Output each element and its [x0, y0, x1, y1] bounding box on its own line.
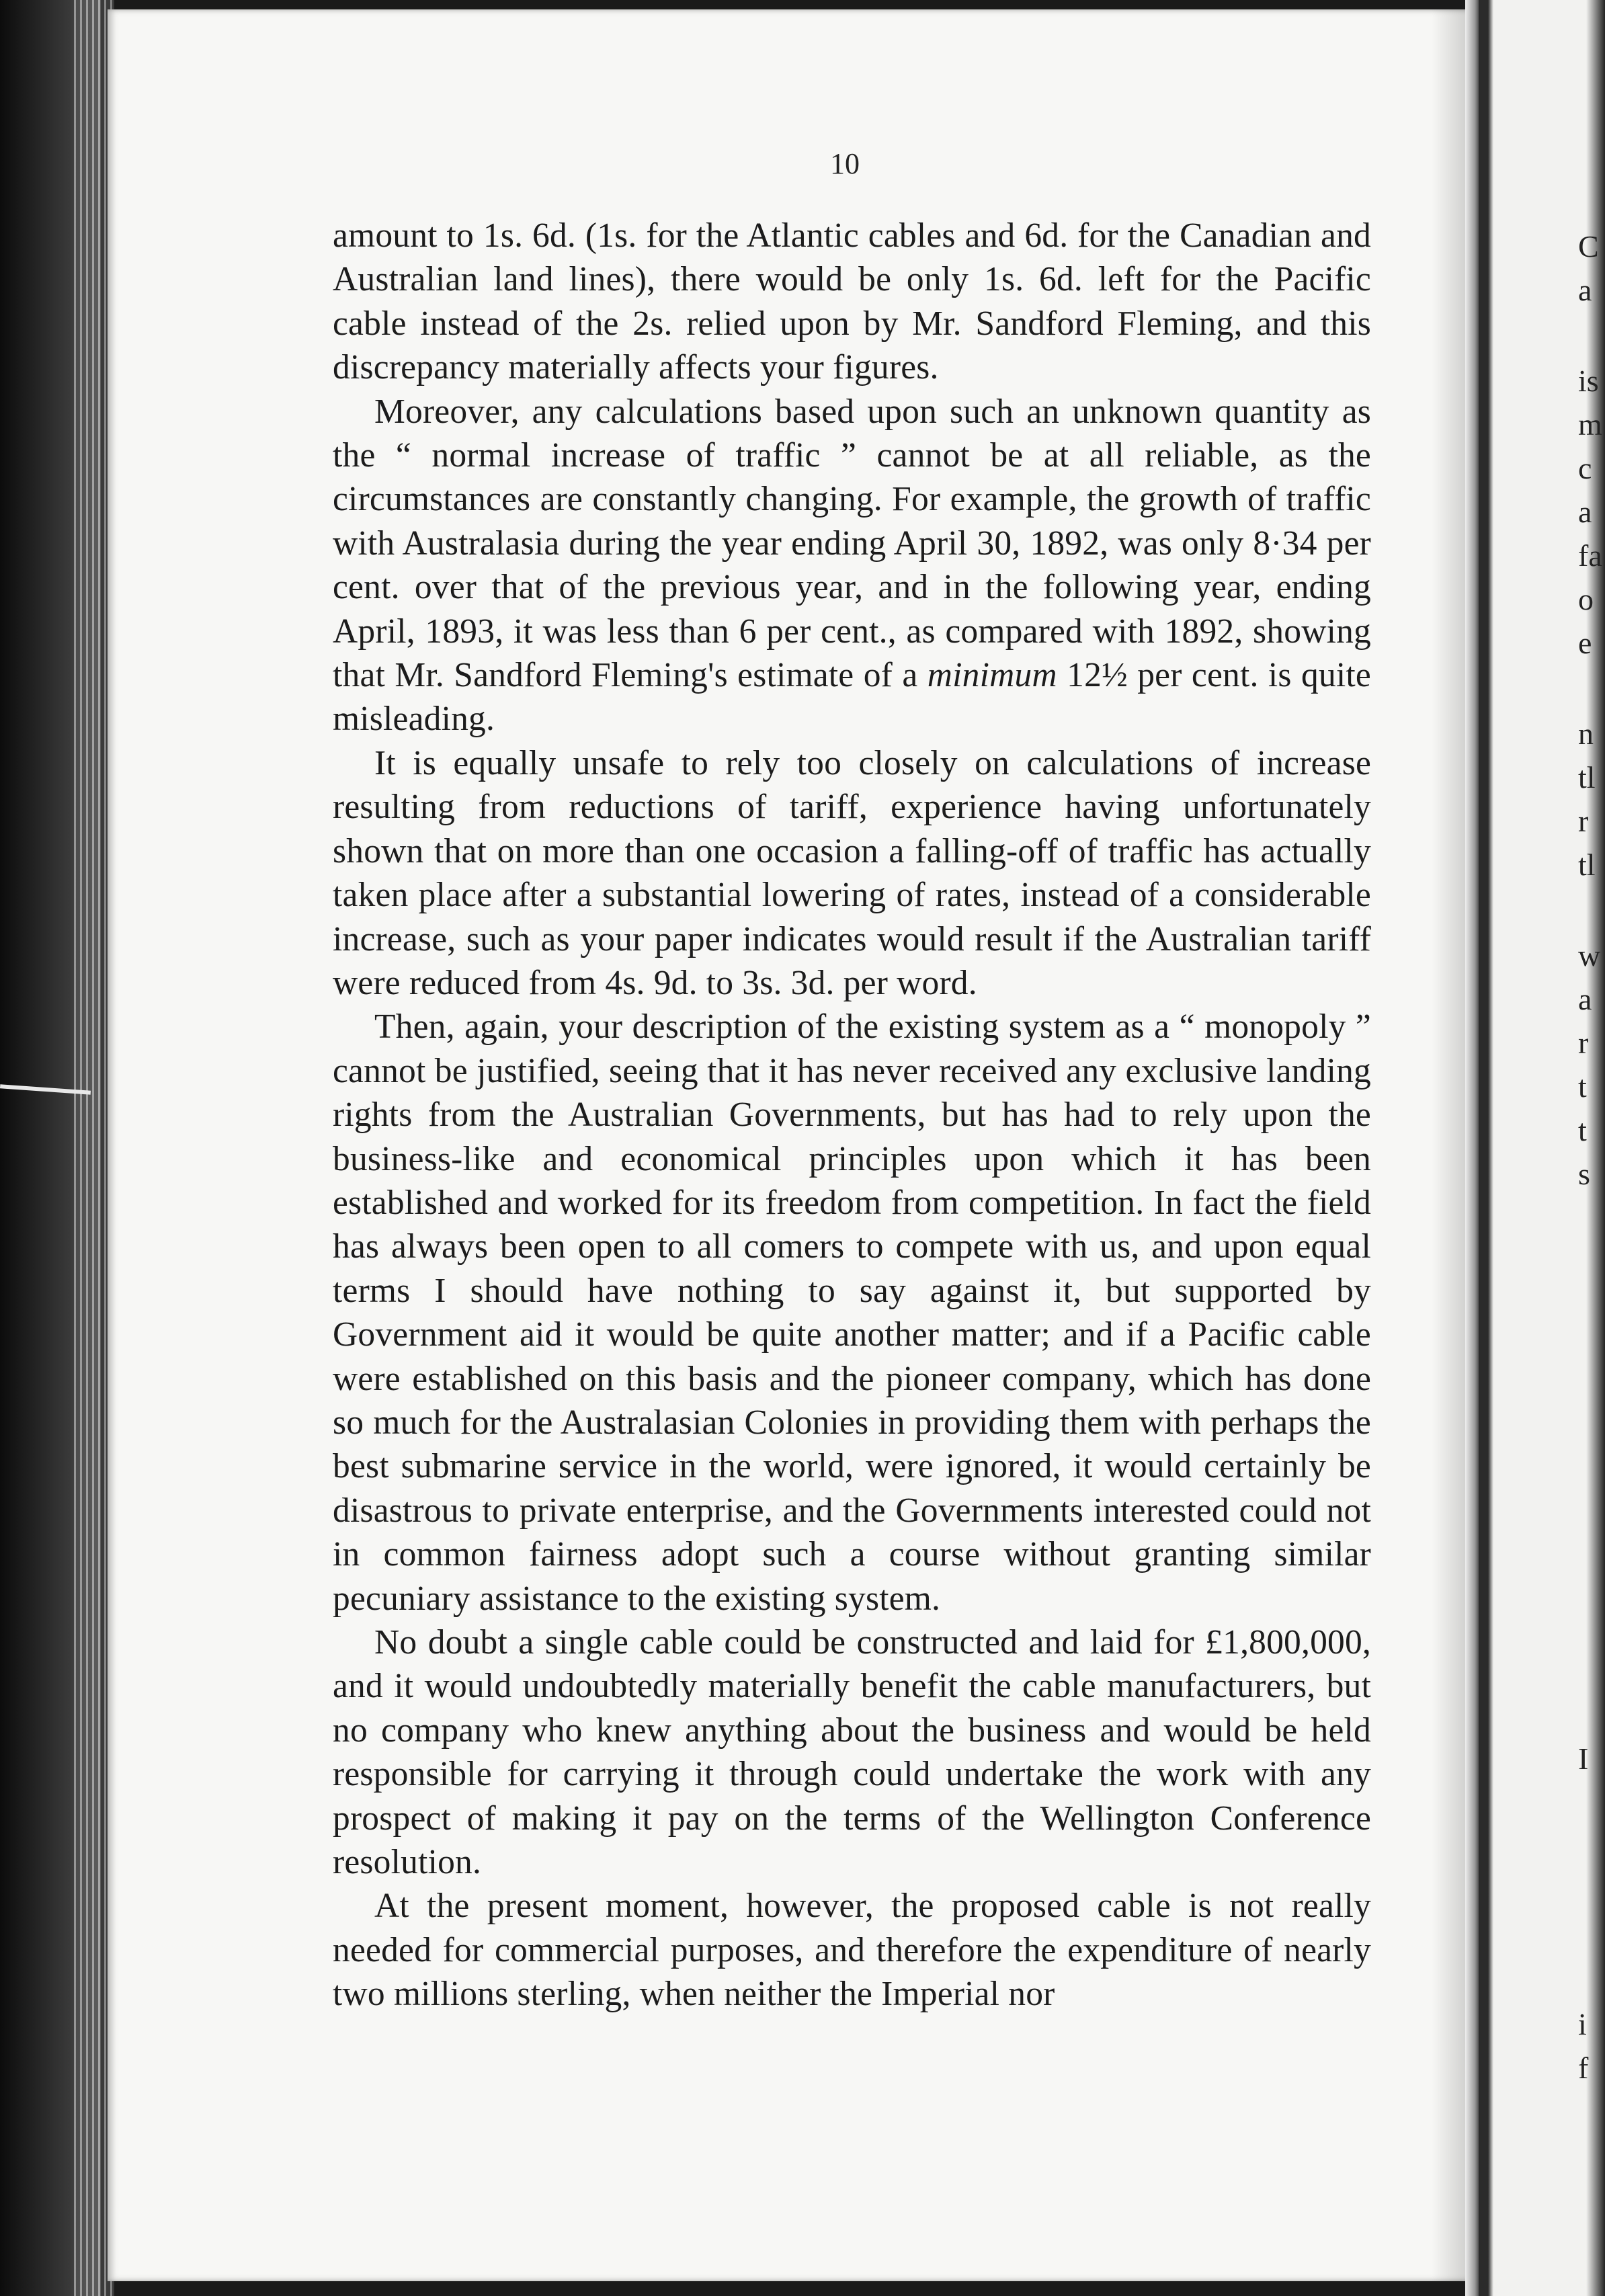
page-body — [333, 214, 1371, 2016]
paragraph-2-italic: minimum — [927, 656, 1057, 695]
right-page-fragment: t — [1578, 1113, 1587, 1147]
right-page-fragment: c — [1578, 451, 1592, 485]
right-page-fragment: w — [1578, 938, 1601, 973]
paragraph-4: Then, again, your description of the existing system as a “ monopoly ” cannot be justified, seeing that it has never received any exclusive landing rights from the Australian Governments, but has had to rely upon the business-like and economical principles upon which it has been established and worked for its freedom from competition. In fact the field has always been open to all comers to compete with us, and upon equal terms I should have nothing to say against it, but supported by Government aid it would be quite another matter; and if a Pacific cable were established on this basis and the pioneer company, which has done so much for the Australasian Colonies in providing them with perhaps the best submarine service in the world, were ignored, it would certainly be disastrous to private enterprise, and the Governments interested could not in common fairness adopt such a course without granting similar pecuniary assistance to the existing system. — [333, 1008, 1371, 1618]
right-page-fragment: r — [1578, 804, 1589, 838]
paragraph-1: amount to 1s. 6d. (1s. for the Atlantic cables and 6d. for the Canadian and Australian land lines), there would be only 1s. 6d. left for the Pacific cable instead of the 2s. relied upon by Mr. Sandford Fleming, and this discrepancy materially affects your figures. — [333, 216, 1371, 387]
right-page-fragment: s — [1578, 1157, 1590, 1191]
right-page-fragment: a — [1578, 982, 1592, 1016]
paragraph-3: It is equally unsafe to rely too closely on calculations of increase resulting from reductions of tariff, experience having unfortunately shown that on more than one occasion a falling-off of traffic has actually taken place after a substantial lowering of rates, instead of a considerable increase, such as your paper indicates would result if the Australian tariff were reduced from 4s. 9d. to 3s. 3d. per word. — [333, 743, 1371, 1002]
right-page-fragment: o — [1578, 582, 1594, 616]
paragraph-2 — [333, 390, 1371, 741]
right-page-fragment: t — [1578, 1069, 1587, 1104]
right-page-fragment: r — [1578, 1026, 1589, 1060]
paragraph-6: At the present moment, however, the proposed cable is not really needed for commercial purposes, and therefore the expenditure of nearly two millions sterling, when neither the Imperial nor — [333, 1887, 1371, 2014]
right-page-fragment: f — [1578, 2051, 1589, 2085]
page-number: 10 — [830, 147, 860, 180]
paragraph-2-text: Moreover, any calculations based upon such an unknown quantity as the “ normal increase of traffic ” cannot be at all reliable, as the circumstances are constantly changing. For example, the growth of traffic with Australasia during the year ending April 30, 1892, was only 8·34 per cent. over that of the previous year, and in the following year, ending April, 1893, it was less than 6 per cent., as compared with 1892, showing that Mr. Sandford Fleming's estimate of a — [333, 392, 1371, 695]
paragraph-5: No doubt a single cable could be constructed and laid for £1,800,000, and it would undoubtedly materially benefit the cable manufacturers, but no company who knew anything about the business and would be held responsible for carrying it through could undertake the work with any prospect of making it pay on the terms of the Wellington Conference resolution. — [333, 1623, 1371, 1882]
right-page-fragment: a — [1578, 273, 1592, 307]
right-page-fragment: i — [1578, 2007, 1587, 2041]
right-page-strip — [1479, 0, 1605, 2296]
right-page-fragment: I — [1578, 1741, 1589, 1776]
right-page-fragment: tl — [1578, 760, 1596, 794]
right-page-fragment: n — [1578, 716, 1594, 751]
right-page-fragment: a — [1578, 495, 1592, 529]
right-page-fragment: m — [1578, 407, 1602, 442]
right-page-fragment: fa — [1578, 538, 1602, 573]
right-page-fragment: C — [1578, 229, 1599, 263]
right-page-fragment: tl — [1578, 848, 1596, 882]
right-page-fragment: e — [1578, 626, 1592, 660]
right-page-fragment: is — [1578, 364, 1599, 398]
paragraph-2-end: 12½ per cent. is quite misleading. — [333, 656, 1371, 739]
